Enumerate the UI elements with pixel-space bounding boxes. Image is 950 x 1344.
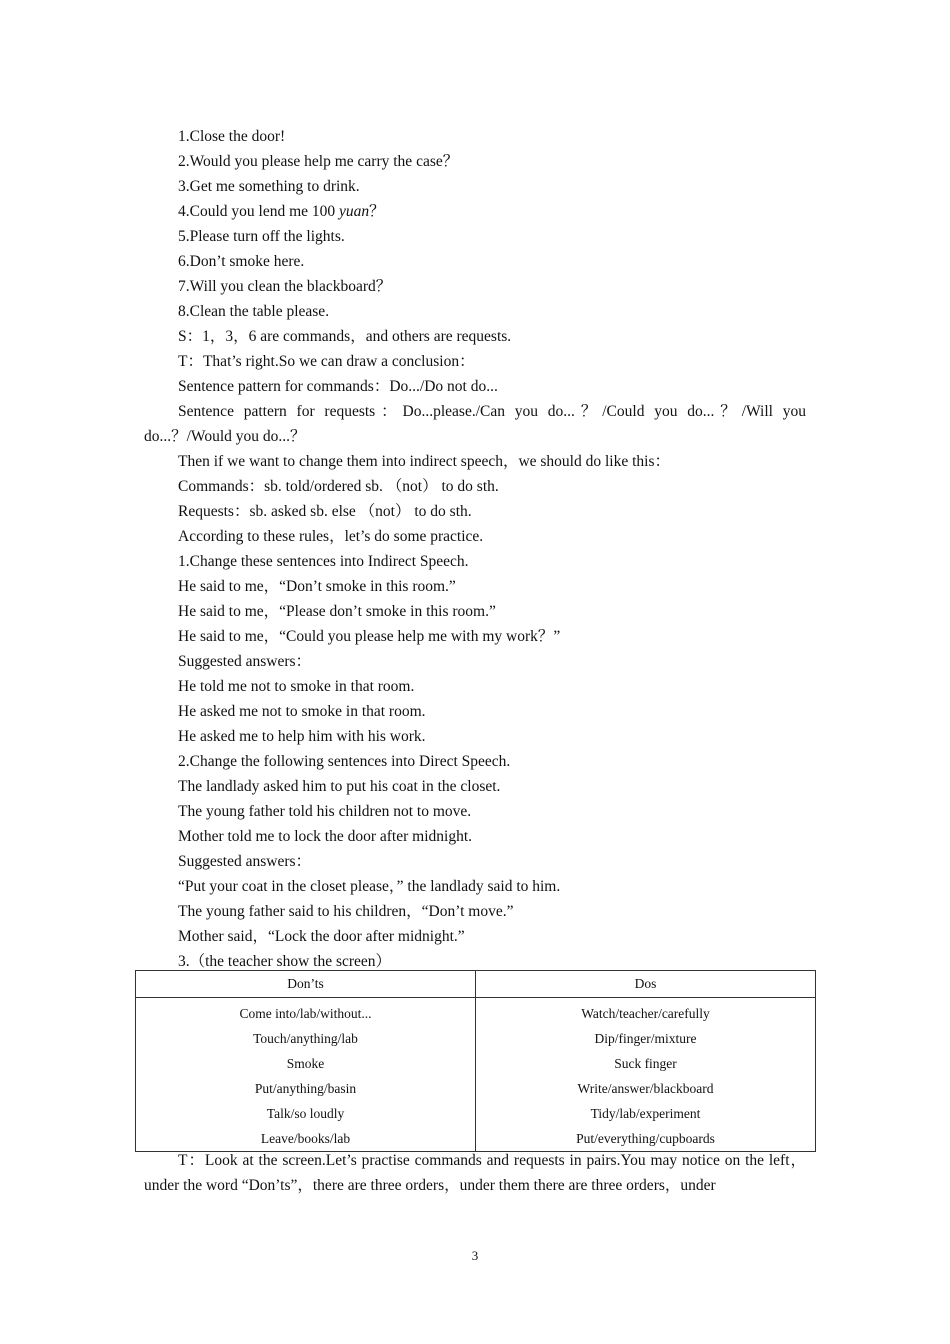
text-line: Suggested answers： bbox=[178, 653, 312, 670]
table-row bbox=[136, 1101, 816, 1126]
text-line: 3.Get me something to drink. bbox=[178, 178, 360, 195]
text-line: 1.Close the door! bbox=[178, 128, 286, 145]
text-line: He told me not to smoke in that room. bbox=[178, 678, 415, 695]
table-cell: Touch/anything/lab bbox=[136, 1026, 476, 1051]
text-line: He said to me，“Don’t smoke in this room.” bbox=[178, 578, 456, 595]
text-line: He asked me not to smoke in that room. bbox=[178, 703, 426, 720]
text-segment: ？ bbox=[369, 203, 385, 220]
text-line: The young father said to his children，“Don’t move.” bbox=[178, 903, 514, 920]
table-row bbox=[136, 1076, 816, 1101]
text-line: Then if we want to change them into indirect speech，we should do like this： bbox=[178, 453, 671, 470]
text-line: T：That’s right.So we can draw a conclusion： bbox=[178, 353, 475, 370]
page-number: 3 bbox=[471, 1248, 479, 1263]
text-line: Requests：sb. asked sb. else （not） to do sth. bbox=[178, 503, 472, 520]
table-cell: Dip/finger/mixture bbox=[476, 1026, 816, 1051]
column-header-dos: Dos bbox=[476, 971, 816, 998]
text-line: “Put your coat in the closet please，” the landlady said to him. bbox=[178, 878, 561, 895]
body-text bbox=[144, 124, 806, 974]
text-line: According to these rules，let’s do some practice. bbox=[178, 528, 484, 545]
text-line: He said to me，“Could you please help me with my work？” bbox=[178, 628, 561, 645]
italic-word: yuan bbox=[339, 203, 370, 220]
text-line: 8.Clean the table please. bbox=[178, 303, 330, 320]
column-header-donts: Don’ts bbox=[136, 971, 476, 998]
table-cell: Write/answer/blackboard bbox=[476, 1076, 816, 1101]
dos-donts-table bbox=[135, 970, 816, 1152]
table-header-row bbox=[136, 971, 816, 998]
text-line: Sentence pattern for commands：Do.../Do not do... bbox=[178, 378, 498, 395]
text-line: The young father told his children not to move. bbox=[178, 803, 472, 820]
text-line bbox=[144, 199, 806, 224]
table-cell: Watch/teacher/carefully bbox=[476, 998, 816, 1027]
text-line: 2.Would you please help me carry the case？ bbox=[178, 153, 459, 170]
closing-paragraph: T：Look at the screen.Let’s practise commands and requests in pairs.You may notice on the left，under the word “Don’ts”，there are three orders，under them there are three orders，under bbox=[144, 1152, 806, 1194]
text-line: 3.（the teacher show the screen） bbox=[178, 953, 392, 970]
text-line: Mother told me to lock the door after midnight. bbox=[178, 828, 473, 845]
requests-pattern-paragraph: Sentence pattern for requests：Do...please./Can you do...？/Could you do...？/Will you do...？/Would you do...？ bbox=[144, 403, 806, 445]
table-cell: Put/everything/cupboards bbox=[476, 1126, 816, 1152]
table-cell: Come into/lab/without... bbox=[136, 998, 476, 1027]
text-segment: 4.Could you lend me 100 bbox=[178, 203, 340, 220]
text-line: Suggested answers： bbox=[178, 853, 312, 870]
table-cell: Leave/books/lab bbox=[136, 1126, 476, 1152]
text-line: 6.Don’t smoke here. bbox=[178, 253, 305, 270]
text-line: He asked me to help him with his work. bbox=[178, 728, 426, 745]
table-row bbox=[136, 1026, 816, 1051]
text-line: Commands：sb. told/ordered sb. （not） to do sth. bbox=[178, 478, 499, 495]
text-line: Mother said，“Lock the door after midnight.” bbox=[178, 928, 465, 945]
text-line: He said to me，“Please don’t smoke in this room.” bbox=[178, 603, 496, 620]
text-line: 5.Please turn off the lights. bbox=[178, 228, 345, 245]
table-cell: Talk/so loudly bbox=[136, 1101, 476, 1126]
table-cell: Put/anything/basin bbox=[136, 1076, 476, 1101]
text-line: 2.Change the following sentences into Direct Speech. bbox=[178, 753, 511, 770]
text-line: 7.Will you clean the blackboard？ bbox=[178, 278, 392, 295]
table-row bbox=[136, 998, 816, 1027]
table-cell: Smoke bbox=[136, 1051, 476, 1076]
table-row bbox=[136, 1051, 816, 1076]
table-cell: Tidy/lab/experiment bbox=[476, 1101, 816, 1126]
text-line: 1.Change these sentences into Indirect Speech. bbox=[178, 553, 469, 570]
text-line: S：1，3，6 are commands，and others are requests. bbox=[178, 328, 512, 345]
text-line: The landlady asked him to put his coat in the closet. bbox=[178, 778, 501, 795]
table-cell: Suck finger bbox=[476, 1051, 816, 1076]
